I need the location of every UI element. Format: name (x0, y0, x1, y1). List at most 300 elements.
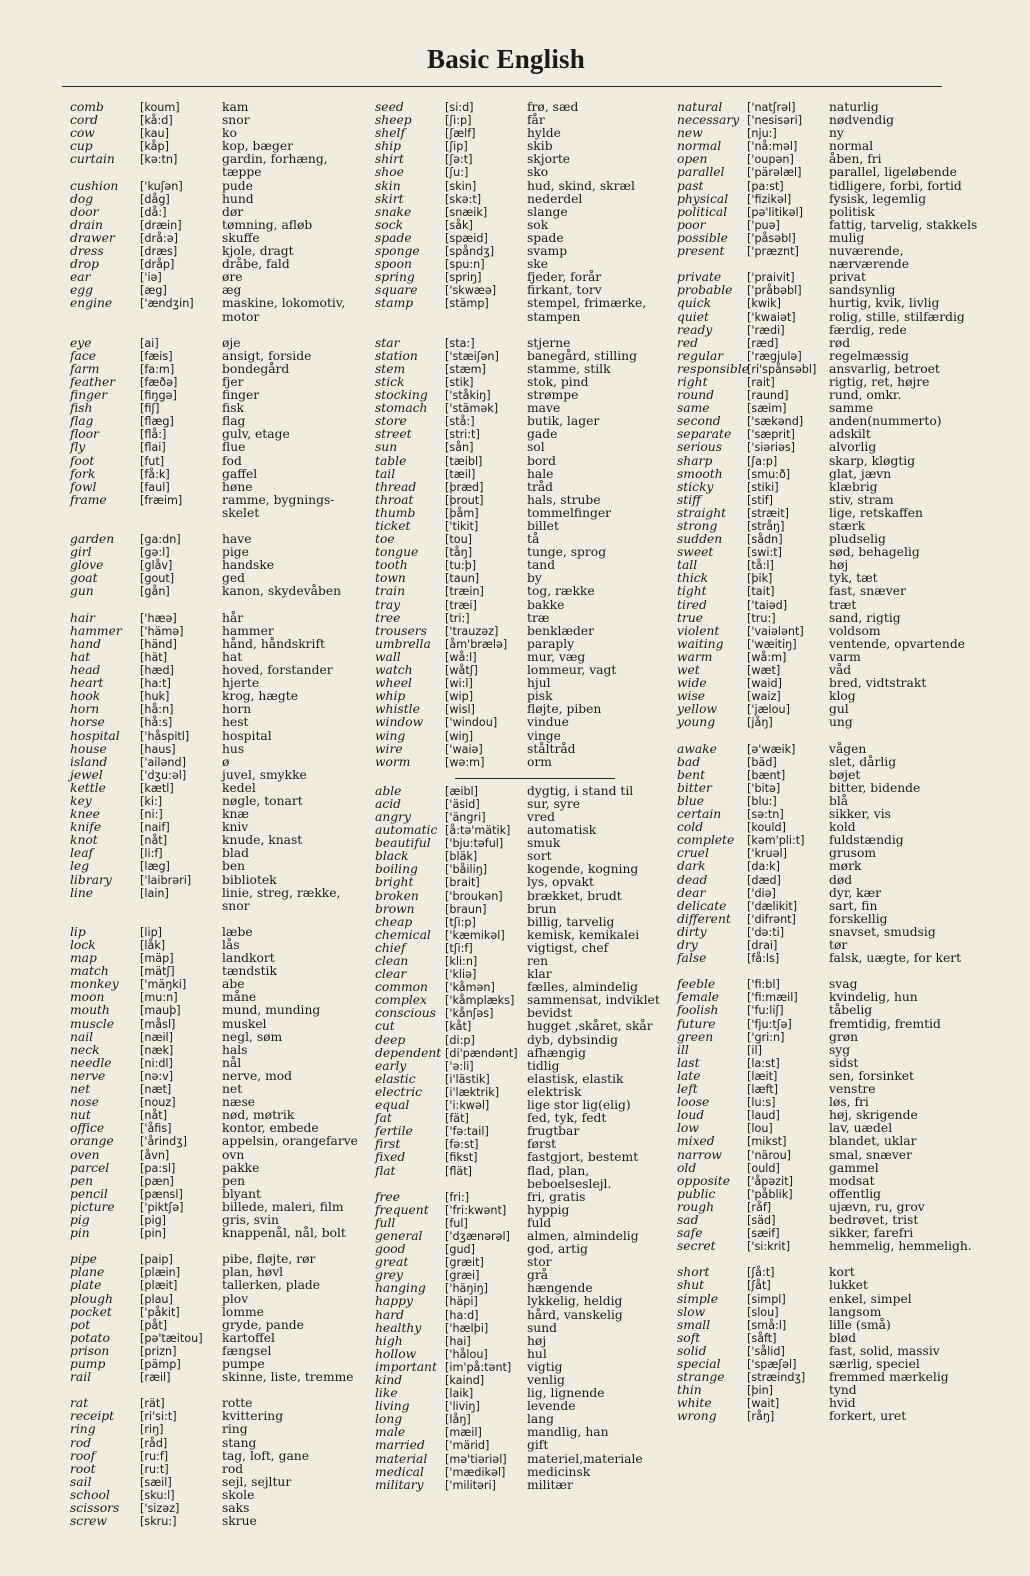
headword: island (70, 754, 108, 769)
translation: nød, møtrik (222, 1108, 295, 1123)
dictionary-entry (70, 1044, 375, 1057)
dictionary-entry (677, 1004, 982, 1017)
pronunciation: [fiŋgə] (140, 389, 177, 403)
pronunciation: [stræindʒ] (747, 1371, 806, 1385)
dictionary-entry (677, 1149, 982, 1162)
pronunciation: [kə:tn] (140, 153, 178, 167)
dictionary-entry (70, 481, 375, 494)
translation: rotte (222, 1396, 253, 1411)
dictionary-entry (70, 638, 375, 651)
pronunciation: [drå:ə] (140, 231, 178, 245)
headword: rat (70, 1396, 89, 1411)
headword: throat (375, 492, 414, 507)
headword: finger (70, 388, 108, 403)
pronunciation: ['sålid] (747, 1344, 785, 1358)
translation: dør (222, 204, 244, 219)
pronunciation: [råd] (140, 1436, 168, 1450)
headword: responsible (677, 361, 749, 376)
headword: curtain (70, 152, 115, 167)
pronunciation: [då:] (140, 205, 167, 219)
pronunciation: [pa:sl] (140, 1161, 176, 1175)
translation: skib (527, 139, 553, 154)
pronunciation: [græi] (445, 1269, 480, 1283)
dictionary-entry (70, 468, 375, 481)
translation: sund (527, 1320, 558, 1335)
translation: dyb, dybsindig (527, 1032, 619, 1047)
headword: nerve (70, 1068, 106, 1083)
translation: grøn (829, 1029, 859, 1044)
headword: chief (375, 940, 406, 955)
pronunciation: [træin] (445, 585, 484, 599)
headword: future (677, 1016, 716, 1031)
headword: street (375, 427, 412, 442)
headword: wise (677, 689, 706, 704)
pronunciation: ['ailənd] (140, 755, 186, 769)
translation: bedrøvet, trist (829, 1212, 919, 1227)
headword: cow (70, 126, 95, 141)
translation: appelsin, orangefarve (222, 1134, 358, 1149)
pronunciation: [stråŋ] (747, 520, 785, 533)
headword: cushion (70, 178, 119, 193)
headword: drawer (70, 230, 115, 245)
pronunciation: ['trauzəz] (445, 624, 499, 638)
translation: venlig (527, 1373, 565, 1387)
pronunciation: [spåndʒ] (445, 245, 495, 259)
dictionary-column-1 (70, 101, 375, 1528)
dictionary-entry (677, 1175, 982, 1188)
pronunciation: ['liviŋ] (445, 1400, 480, 1414)
translation: ovn (222, 1147, 245, 1162)
pronunciation: [ai] (140, 336, 159, 350)
translation: tag, loft, gane (222, 1448, 310, 1463)
dictionary-entry (70, 350, 375, 363)
dictionary-entry (375, 481, 680, 494)
headword: bent (677, 767, 706, 782)
pronunciation: [tæil] (445, 467, 476, 481)
dictionary-entry (70, 612, 375, 625)
pronunciation: ['natʃrəl] (747, 101, 796, 114)
headword: certain (677, 807, 722, 822)
pronunciation: [måsl] (140, 1017, 176, 1031)
pronunciation: [riŋ] (140, 1423, 164, 1437)
pronunciation: [stri:t] (445, 428, 480, 442)
dictionary-entry (70, 1423, 375, 1436)
headword: pocket (70, 1304, 112, 1319)
dictionary-entry (375, 1151, 680, 1164)
pronunciation: ['iə] (140, 271, 162, 285)
translation: hest (222, 715, 249, 730)
translation: tand (527, 558, 556, 573)
pronunciation: [stik] (445, 375, 474, 389)
pronunciation: [åm'brælə] (445, 637, 508, 651)
pronunciation: [låŋ] (445, 1413, 471, 1427)
headword: waiting (677, 636, 724, 651)
pronunciation: [pin] (140, 1227, 167, 1241)
pronunciation: [stå:] (445, 415, 475, 429)
pronunciation: [wait] (747, 1397, 780, 1411)
headword: tooth (375, 558, 408, 573)
headword: great (375, 1255, 409, 1270)
pronunciation: ['åfis] (140, 1122, 172, 1136)
translation: gade (527, 427, 558, 442)
translation: rigtig, ret, højre (829, 374, 930, 389)
dictionary-entry (375, 350, 680, 363)
translation: juvel, smykke (222, 767, 307, 782)
pronunciation: [kli:n] (445, 955, 478, 968)
translation: abe (222, 977, 245, 992)
translation: stang (222, 1435, 257, 1450)
translation: svag (829, 977, 858, 992)
pronunciation: [fiʃ] (140, 402, 160, 416)
translation: hemmelig, hemmeligh. (829, 1239, 972, 1254)
headword: wing (375, 728, 406, 743)
headword: sad (677, 1212, 699, 1227)
pronunciation: ['pärəlæl] (747, 166, 802, 180)
headword: delicate (677, 898, 727, 913)
pronunciation: [sə:tn] (747, 808, 784, 822)
headword: sail (70, 1474, 92, 1489)
translation: sejl, sejltur (222, 1474, 292, 1489)
pronunciation: [kåt] (445, 1020, 472, 1034)
dictionary-entry (70, 730, 375, 743)
headword: opposite (677, 1173, 731, 1188)
translation: fod (222, 453, 242, 468)
dictionary-entry (375, 1479, 680, 1492)
headword: dependent (375, 1045, 442, 1060)
headword: store (375, 414, 407, 429)
translation: ko (222, 126, 237, 141)
headword: dark (677, 859, 706, 874)
headword: neck (70, 1042, 100, 1057)
translation: rolig, stille, stilfærdig (829, 309, 965, 324)
headword: roof (70, 1448, 96, 1463)
translation: sandsynlig (829, 283, 896, 298)
headword: stomach (375, 401, 428, 416)
pronunciation: ['fi:bl] (747, 978, 780, 992)
dictionary-entry (375, 193, 680, 206)
pronunciation: [snæik] (445, 205, 488, 219)
pronunciation: ['fu:liʃ] (747, 1004, 784, 1018)
dictionary-entry (677, 455, 982, 468)
translation: åben, fri (829, 152, 882, 167)
headword: spoon (375, 257, 412, 272)
translation: paraply (527, 636, 575, 651)
translation: kvindelig, hun (829, 990, 918, 1005)
translation: modsat (829, 1173, 875, 1188)
dictionary-entry (677, 743, 982, 756)
translation: fremmed mærkelig (829, 1370, 949, 1385)
pronunciation: ['militəri] (445, 1478, 497, 1492)
headword: serious (677, 440, 723, 455)
translation: sammensat, indviklet (527, 993, 660, 1008)
headword: sweet (677, 545, 714, 560)
translation: færdig, rede (829, 322, 907, 337)
pronunciation: ['kåmplæks] (445, 994, 515, 1008)
headword: tray (375, 597, 401, 612)
headword: smooth (677, 466, 723, 481)
pronunciation: [stræit] (747, 506, 790, 520)
headword: tall (677, 558, 698, 573)
translation: pludselig (829, 532, 886, 547)
dictionary-entry (70, 455, 375, 468)
dictionary-entry (375, 785, 680, 798)
headword: knot (70, 833, 98, 848)
headword: door (70, 204, 99, 219)
pronunciation: ['dʒu:əl] (140, 768, 187, 782)
headword: automatic (375, 823, 438, 838)
headword: stocking (375, 388, 428, 403)
headword: hand (70, 636, 102, 651)
headword: umbrella (375, 636, 431, 651)
dictionary-column-3 (677, 101, 982, 1423)
translation: nuværende, nærværende (829, 244, 910, 272)
translation: plov (222, 1291, 249, 1306)
translation: sen, forsinket (829, 1068, 914, 1083)
headword: shoe (375, 165, 404, 180)
dictionary-entry (375, 743, 680, 756)
dictionary-entry (375, 730, 680, 743)
headword: healthy (375, 1320, 422, 1335)
translation: tidligere, forbi, fortid (829, 178, 962, 193)
headword: cut (375, 1019, 395, 1034)
headword: monkey (70, 977, 119, 992)
dictionary-entry (677, 716, 982, 729)
pronunciation: [skin] (445, 179, 477, 193)
headword: good (375, 1242, 406, 1257)
headword: thread (375, 479, 417, 494)
translation: ged (222, 571, 246, 586)
headword: stiff (677, 492, 701, 507)
pronunciation: [ʃip] (445, 140, 468, 154)
translation: syg (829, 1042, 851, 1057)
translation: hund (222, 191, 254, 206)
pronunciation: [ha:d] (445, 1308, 479, 1322)
pronunciation: [næt] (140, 1083, 172, 1097)
pronunciation: [swi:t] (747, 546, 782, 560)
pronunciation: [pig] (140, 1213, 167, 1227)
headword: foolish (677, 1003, 719, 1018)
translation: privat (829, 270, 866, 285)
pronunciation: [brait] (445, 876, 480, 890)
pronunciation: [glåv] (140, 559, 173, 573)
translation: gul (829, 702, 849, 717)
pronunciation: [ʃælf] (445, 127, 476, 141)
pronunciation: ['kuʃən] (140, 179, 183, 193)
translation: mur, væg (527, 649, 586, 664)
pronunciation: ['laibrəri] (140, 873, 192, 887)
headword: eye (70, 335, 92, 350)
pronunciation: [råŋ] (747, 1410, 775, 1424)
headword: round (677, 388, 714, 403)
pronunciation: [tou] (445, 533, 473, 547)
translation: hul (527, 1346, 547, 1361)
pronunciation: [mæil] (445, 1426, 482, 1440)
translation: linie, streg, række, snor (222, 885, 341, 913)
headword: lock (70, 938, 96, 952)
pronunciation: ['kruəl] (747, 847, 787, 861)
pronunciation: [þrout] (445, 493, 484, 507)
pronunciation: [læg] (140, 860, 170, 874)
headword: small (677, 1317, 711, 1332)
dictionary-entry (677, 1201, 982, 1214)
pronunciation: [säd] (747, 1213, 776, 1227)
headword: knife (70, 820, 102, 835)
translation: sikker, farefri (829, 1226, 914, 1241)
dictionary-entry (677, 219, 982, 232)
pronunciation: [braun] (445, 902, 487, 916)
translation: fattig, tarvelig, stakkels (829, 217, 978, 232)
translation: slange (527, 204, 568, 219)
pronunciation: [påt] (140, 1318, 168, 1332)
translation: sok (527, 217, 549, 232)
pronunciation: [wə:m] (445, 755, 485, 769)
translation: regelmæssig (829, 348, 909, 363)
headword: broken (375, 888, 419, 903)
pronunciation: ['kliə] (445, 968, 477, 982)
headword: clear (375, 967, 407, 982)
translation: offentlig (829, 1186, 882, 1201)
pronunciation: [blu:] (747, 794, 777, 808)
pronunciation: ['kwaiət] (747, 310, 796, 324)
translation: klog (829, 689, 856, 704)
translation: sol (527, 440, 545, 455)
headword: leaf (70, 846, 94, 861)
dictionary-entry (70, 1319, 375, 1332)
pronunciation: [ʃå:t] (747, 1266, 775, 1280)
translation: forkert, uret (829, 1409, 907, 1424)
pronunciation: ['rægjulə] (747, 349, 802, 363)
pronunciation: ['piktʃə] (140, 1200, 184, 1214)
headword: thin (677, 1383, 702, 1398)
headword: loose (677, 1095, 710, 1110)
dictionary-entry (70, 860, 375, 873)
title-rule (62, 86, 942, 87)
dictionary-entry (375, 756, 680, 769)
translation: fuldstændig (829, 833, 904, 848)
headword: chemical (375, 927, 431, 942)
pronunciation: ['stämək] (445, 402, 499, 416)
translation: kontor, embede (222, 1121, 319, 1136)
headword: flag (70, 414, 94, 429)
dictionary-entry (375, 1047, 680, 1060)
headword: physical (677, 191, 729, 206)
pronunciation: [såk] (445, 218, 473, 232)
headword: train (375, 584, 406, 599)
translation: måne (222, 990, 257, 1005)
headword: frame (70, 492, 107, 507)
headword: watch (375, 663, 413, 678)
page-title: Basic English (427, 44, 585, 74)
dictionary-entry (375, 1073, 680, 1086)
headword: material (375, 1451, 428, 1466)
translation: kvittering (222, 1409, 284, 1424)
translation: lige stor lig(elig) (527, 1098, 631, 1113)
pronunciation: [rait] (747, 375, 775, 389)
headword: high (375, 1333, 403, 1348)
dictionary-entry (677, 1057, 982, 1070)
headword: picture (70, 1199, 115, 1214)
pronunciation: [næil] (140, 1030, 174, 1044)
pronunciation: [kåp] (140, 140, 169, 154)
translation: ung (829, 715, 853, 730)
headword: fertile (375, 1124, 413, 1139)
dictionary-entry (70, 1188, 375, 1201)
headword: prison (70, 1343, 110, 1358)
dictionary-entry (677, 297, 982, 310)
dictionary-entry (70, 1371, 375, 1384)
translation: tømning, afløb (222, 217, 313, 232)
headword: ship (375, 139, 402, 154)
translation: ske (527, 257, 549, 272)
dictionary-entry (375, 219, 680, 232)
translation: materiel,materiale (527, 1451, 643, 1466)
translation: rod (222, 1461, 244, 1476)
pronunciation: [dæd] (747, 873, 781, 887)
dictionary-entry (375, 1348, 680, 1361)
headword: pig (70, 1212, 90, 1227)
headword: natural (677, 100, 723, 114)
headword: shut (677, 1278, 705, 1293)
translation: pude (222, 178, 253, 193)
pronunciation: [di'pændənt] (445, 1046, 518, 1060)
headword: house (70, 741, 107, 756)
pronunciation: [åvn] (140, 1148, 170, 1162)
headword: public (677, 1186, 716, 1201)
pronunciation: ['fizikəl] (747, 192, 792, 206)
dictionary-entry (70, 1149, 375, 1162)
headword: yellow (677, 702, 718, 717)
dictionary-entry (677, 337, 982, 350)
dictionary-entry (677, 887, 982, 900)
dictionary-entry (375, 638, 680, 651)
dictionary-entry (375, 1034, 680, 1047)
translation: forskellig (829, 911, 888, 926)
translation: lykkelig, heldig (527, 1294, 623, 1309)
dictionary-entry (375, 166, 680, 179)
translation: billig, tarvelig (527, 914, 615, 929)
pronunciation: [lou] (747, 1122, 773, 1136)
dictionary-entry (375, 1191, 680, 1204)
translation: kop, bæger (222, 139, 294, 154)
dictionary-entry (70, 1162, 375, 1175)
pronunciation: [stämp] (445, 297, 489, 311)
translation: hugget ,skåret, skår (527, 1019, 653, 1034)
headword: ready (677, 322, 713, 337)
dictionary-entry (375, 876, 680, 889)
headword: needle (70, 1055, 112, 1070)
pronunciation: [tʃi:p] (445, 915, 476, 929)
pronunciation: ['nå:məl] (747, 140, 798, 154)
headword: feather (70, 374, 116, 389)
pronunciation: [plau] (140, 1292, 173, 1306)
headword: shirt (375, 152, 404, 167)
translation: blå (829, 793, 849, 808)
headword: school (70, 1487, 110, 1502)
dictionary-entry (677, 638, 982, 651)
translation: frugtbar (527, 1124, 580, 1139)
pronunciation: [lip] (140, 925, 163, 939)
pronunciation: [ʃi:p] (445, 114, 472, 128)
translation: bibliotek (222, 872, 277, 887)
pronunciation: [plæin] (140, 1266, 181, 1280)
pronunciation: ['äsid] (445, 797, 480, 811)
translation: snavset, smudsig (829, 924, 936, 939)
pronunciation: ['hælþi] (445, 1321, 489, 1335)
translation: sikker, vis (829, 807, 891, 822)
translation: knappenål, nål, bolt (222, 1226, 346, 1241)
pronunciation: [wæt] (747, 664, 781, 678)
pronunciation: [græit] (445, 1256, 484, 1270)
